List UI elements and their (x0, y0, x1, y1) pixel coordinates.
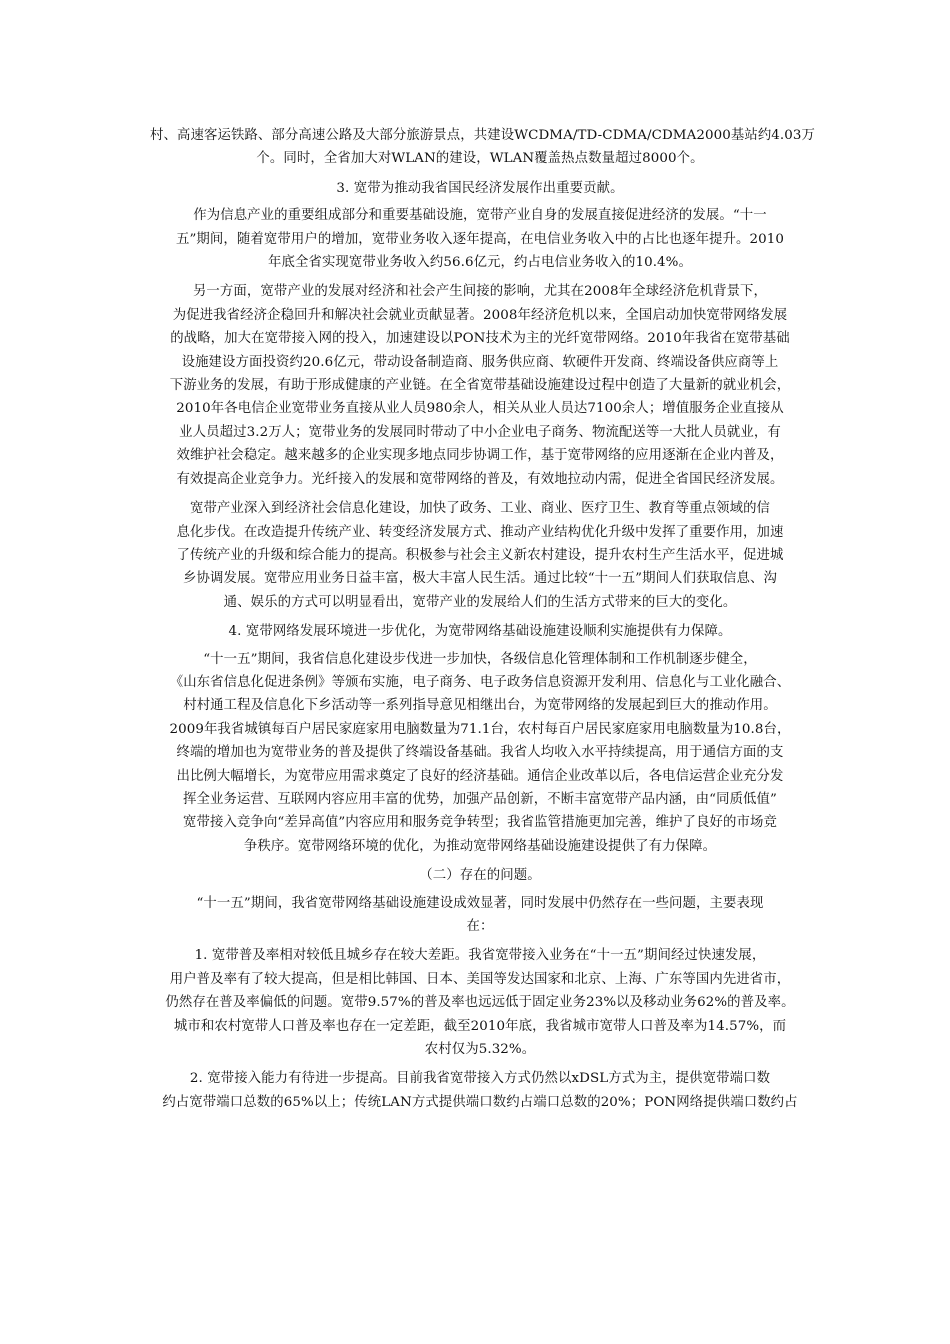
text-line: 农村仅为5.32%。 (424, 1042, 536, 1058)
text-line: 出比例大幅增长，为宽带应用需求奠定了良好的经济基础。通信企业改革以后，各电信运营企业充分发 (176, 768, 784, 784)
text-line: 作为信息产业的重要组成部分和重要基础设施，宽带产业自身的发展直接促进经济的发展。“十一 (193, 208, 767, 224)
text-line: 五”期间，随着宽带用户的增加，宽带业务收入逐年提高，在电信业务收入中的占比也逐年提升。2010 (175, 231, 785, 247)
paragraph (150, 124, 816, 171)
paragraph (150, 1067, 810, 1114)
section-heading (150, 864, 810, 887)
text-line: 4. 宽带网络发展环境进一步优化，为宽带网络基础设施建设顺利实施提供有力保障。 (228, 624, 732, 640)
text-line: 息化步伐。在改造提升传统产业、转变经济发展方式、推动产业结构优化升级中发挥了重要作用，加速 (176, 524, 784, 540)
text-line: 了传统产业的升级和综合能力的提高。积极参与社会主义新农村建设，提升农村生产生活水平，促进城 (176, 547, 784, 563)
text-line: 用户普及率有了较大提高，但是相比韩国、日本、美国等发达国家和北京、上海、广东等国内先进省市， (169, 971, 791, 987)
text-line: 年底全省实现宽带业务收入约56.6亿元，约占电信业务收入的10.4%。 (267, 255, 692, 271)
text-line: 另一方面，宽带产业的发展对经济和社会产生间接的影响，尤其在2008年全球经济危机背景下， (192, 284, 768, 300)
paragraph (150, 892, 810, 939)
text-line: 个。同时，全省加大对WLAN的建设，WLAN覆盖热点数量超过8000个。 (256, 151, 704, 167)
paragraph (150, 204, 810, 274)
text-line: 的战略，加大在宽带接入网的投入，加速建设以PON技术为主的光纤宽带网络。2010年我省在宽带基础 (170, 331, 790, 347)
text-line: 2009年我省城镇每百户居民家庭家用电脑数量为71.1台，农村每百户居民家庭家用电脑数量为10.8台， (169, 721, 791, 737)
paragraph (150, 648, 810, 859)
text-line: 乡协调发展。宽带应用业务日益丰富，极大丰富人民生活。通过比较“十一五”期间人们获取信息、沟 (183, 571, 777, 587)
text-line: 有效提高企业竞争力。光纤接入的发展和宽带网络的普及，有效地拉动内需，促进全省国民经济发展。 (176, 471, 784, 487)
text-line: “十一五”期间，我省宽带网络基础设施建设成效显著，同时发展中仍然存在一些问题，主要表现 (196, 895, 764, 911)
text-line: 挥全业务运营、互联网内容应用丰富的优势，加强产品创新，不断丰富宽带产品内涵，由“同质低值” (183, 791, 777, 807)
text-line: “十一五”期间，我省信息化建设步伐进一步加快，各级信息化管理体制和工作机制逐步健全， (203, 651, 757, 667)
text-line: 效维护社会稳定。越来越多的企业实现多地点同步协调工作，基于宽带网络的应用逐渐在企业内普及， (176, 448, 784, 464)
paragraph (150, 497, 810, 614)
section-heading (150, 620, 810, 643)
text-line: （二）存在的问题。 (419, 868, 541, 884)
section-heading (150, 177, 810, 200)
text-line: 宽带接入竞争向“差异高值”内容应用和服务竞争转型；我省监管措施更加完善，维护了良好的市场竞 (183, 815, 777, 831)
text-line: 为促进我省经济企稳回升和解决社会就业贡献显著。2008年经济危机以来，全国启动加快宽带网络发展 (172, 307, 788, 323)
text-line: 通、娱乐的方式可以明显看出，宽带产业的发展给人们的生活方式带来的巨大的变化。 (223, 594, 737, 610)
text-line: 终端的增加也为宽带业务的普及提供了终端设备基础。我省人均收入水平持续提高，用于通信方面的支 (176, 745, 784, 761)
text-line: 2. 宽带接入能力有待进一步提高。目前我省宽带接入方式仍然以xDSL方式为主，提供宽带端口数 (189, 1071, 771, 1087)
text-line: 1. 宽带普及率相对较低且城乡存在较大差距。我省宽带接入业务在“十一五”期间经过快速发展， (194, 948, 766, 964)
text-line: 2010年各电信企业宽带业务直接从业人员980余人，相关从业人员达7100余人；增值服务企业直接从 (176, 401, 784, 417)
text-line: 业人员超过3.2万人；宽带业务的发展同时带动了中小企业电子商务、物流配送等一大批人员就业，有 (179, 424, 781, 440)
text-line: 设施建设方面投资约20.6亿元，带动设备制造商、服务供应商、软硬件开发商、终端设备供应商等上 (181, 354, 779, 370)
text-line: 村、高速客运铁路、部分高速公路及大部分旅游景点，共建设WCDMA/TD-CDMA/CDMA2000基站约4.03万 (150, 128, 816, 143)
text-line: 3. 宽带为推动我省国民经济发展作出重要贡献。 (336, 180, 624, 196)
text-line: 城市和农村宽带人口普及率也存在一定差距，截至2010年底，我省城市宽带人口普及率为14.57%，而 (173, 1018, 787, 1034)
text-line: 下游业务的发展，有助于形成健康的产业链。在全省宽带基础设施建设过程中创造了大量新的就业机会， (169, 378, 791, 394)
text-line: 村村通工程及信息化下乡活动等一系列指导意见相继出台，为宽带网络的发展起到巨大的推动作用。 (183, 698, 777, 714)
text-line: 《山东省信息化促进条例》等颁布实施，电子商务、电子政务信息资源开发利用、信息化与工业化融合、 (169, 674, 791, 690)
text-line: 宽带产业深入到经济社会信息化建设，加快了政务、工业、商业、医疗卫生、教育等重点领域的信 (189, 501, 771, 517)
text-line: 约占宽带端口总数的65%以上；传统LAN方式提供端口数约占端口总数的20%；PON网络提供端口数约占 (162, 1094, 798, 1110)
paragraph (150, 280, 810, 491)
paragraph (150, 944, 810, 1061)
text-line: 仍然存在普及率偏低的问题。宽带9.57%的普及率也远远低于固定业务23%以及移动业务62%的普及率。 (165, 995, 795, 1011)
text-line: 争秩序。宽带网络环境的优化，为推动宽带网络基础设施建设提供了有力保障。 (243, 838, 717, 854)
document-page (150, 124, 816, 1120)
text-line: 在： (466, 919, 494, 934)
